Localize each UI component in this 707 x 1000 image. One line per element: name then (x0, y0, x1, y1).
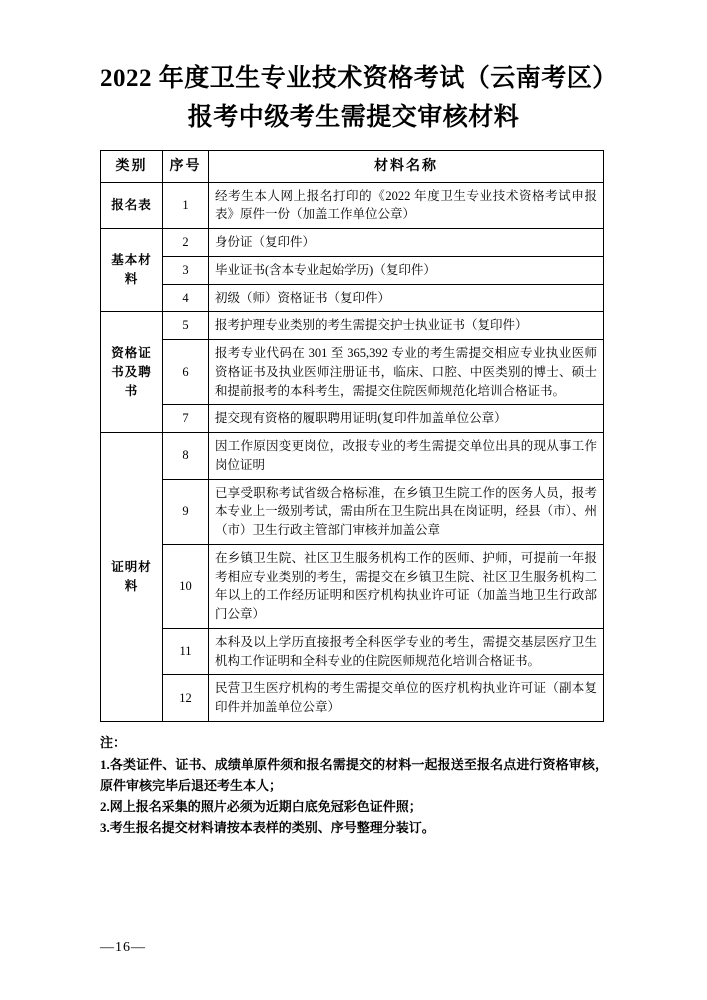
cell-material-name: 因工作原因变更岗位，改报专业的考生需提交单位出具的现从事工作岗位证明 (209, 433, 604, 480)
cell-material-name: 报考专业代码在 301 至 365,392 专业的考生需提交相应专业执业医师资格证书及执业医师注册证书，临床、口腔、中医类别的博士、硕士和提前报考的本科考生，需提交住院医师规范化培训合格证书。 (209, 340, 604, 405)
cell-material-name: 经考生本人网上报名打印的《2022 年度卫生专业技术资格考试申报表》原件一份（加盖工作单位公章） (209, 182, 604, 229)
table-row (101, 405, 604, 433)
table-row (101, 675, 604, 722)
cell-number: 3 (163, 256, 209, 284)
cell-material-name: 毕业证书(含本专业起始学历)（复印件） (209, 256, 604, 284)
cell-material-name: 本科及以上学历直接报考全科医学专业的考生，需提交基层医疗卫生机构工作证明和全科专业的住院医师规范化培训合格证书。 (209, 628, 604, 675)
cell-number: 11 (163, 628, 209, 675)
page-title-line-1: 2022 年度卫生专业技术资格考试（云南考区） (100, 65, 618, 92)
cell-number: 6 (163, 340, 209, 405)
note-item-1: 1.各类证件、证书、成绩单原件须和报名需提交的材料一起报送至报名点进行资格审核，原件审核完毕后退还考生本人； (100, 756, 608, 793)
cell-material-name: 身份证（复印件） (209, 229, 604, 257)
table-row (101, 312, 604, 340)
cell-category: 基本材料 (101, 229, 163, 312)
materials-table (100, 150, 604, 722)
cell-number: 7 (163, 405, 209, 433)
cell-number: 8 (163, 433, 209, 480)
cell-number: 2 (163, 229, 209, 257)
cell-material-name: 已享受职称考试省级合格标准，在乡镇卫生院工作的医务人员，报考本专业上一级别考试，需由所在卫生院出具在岗证明，经县（市）、州（市）卫生行政主管部门审核并加盖公章 (209, 479, 604, 544)
page-number: —16— (100, 940, 146, 955)
cell-category: 报名表 (101, 182, 163, 229)
cell-material-name: 提交现有资格的履职聘用证明(复印件加盖单位公章） (209, 405, 604, 433)
table-header (101, 150, 604, 182)
page-title-line-2: 报考中级考生需提交审核材料 (187, 103, 520, 131)
table-body (101, 182, 604, 721)
cell-material-name: 报考护理专业类别的考生需提交护士执业证书（复印件） (209, 312, 604, 340)
cell-number: 9 (163, 479, 209, 544)
cell-number: 5 (163, 312, 209, 340)
table-row (101, 479, 604, 544)
table-row (101, 284, 604, 312)
column-header-number: 序号 (163, 150, 209, 182)
notes-heading: 注： (100, 734, 127, 750)
table-row (101, 182, 604, 229)
table-row (101, 229, 604, 257)
cell-material-name: 初级（师）资格证书（复印件） (209, 284, 604, 312)
cell-material-name: 在乡镇卫生院、社区卫生服务机构工作的医师、护师，可提前一年报考相应专业类别的考生，需提交在乡镇卫生院、社区卫生服务机构二年以上的工作经历证明和医疗机构执业许可证（加盖当地卫生行政部门公章） (209, 544, 604, 628)
cell-number: 10 (163, 544, 209, 628)
page-title (100, 60, 618, 138)
column-header-category: 类别 (101, 150, 163, 182)
notes-section (100, 732, 608, 838)
cell-number: 1 (163, 182, 209, 229)
table-row (101, 256, 604, 284)
cell-category: 证明材料 (101, 433, 163, 722)
cell-number: 12 (163, 675, 209, 722)
cell-material-name: 民营卫生医疗机构的考生需提交单位的医疗机构执业许可证（副本复印件并加盖单位公章） (209, 675, 604, 722)
cell-number: 4 (163, 284, 209, 312)
column-header-material-name: 材料名称 (209, 150, 604, 182)
cell-category: 资格证书及聘书 (101, 312, 163, 433)
table-header-row (101, 150, 604, 182)
table-row (101, 433, 604, 480)
note-item-2: 2.网上报名采集的照片必须为近期白底免冠彩色证件照； (100, 798, 422, 814)
note-item-3: 3.考生报名提交材料请按本表样的类别、序号整理分装订。 (100, 819, 435, 835)
table-row (101, 544, 604, 628)
table-row (101, 628, 604, 675)
table-row (101, 340, 604, 405)
